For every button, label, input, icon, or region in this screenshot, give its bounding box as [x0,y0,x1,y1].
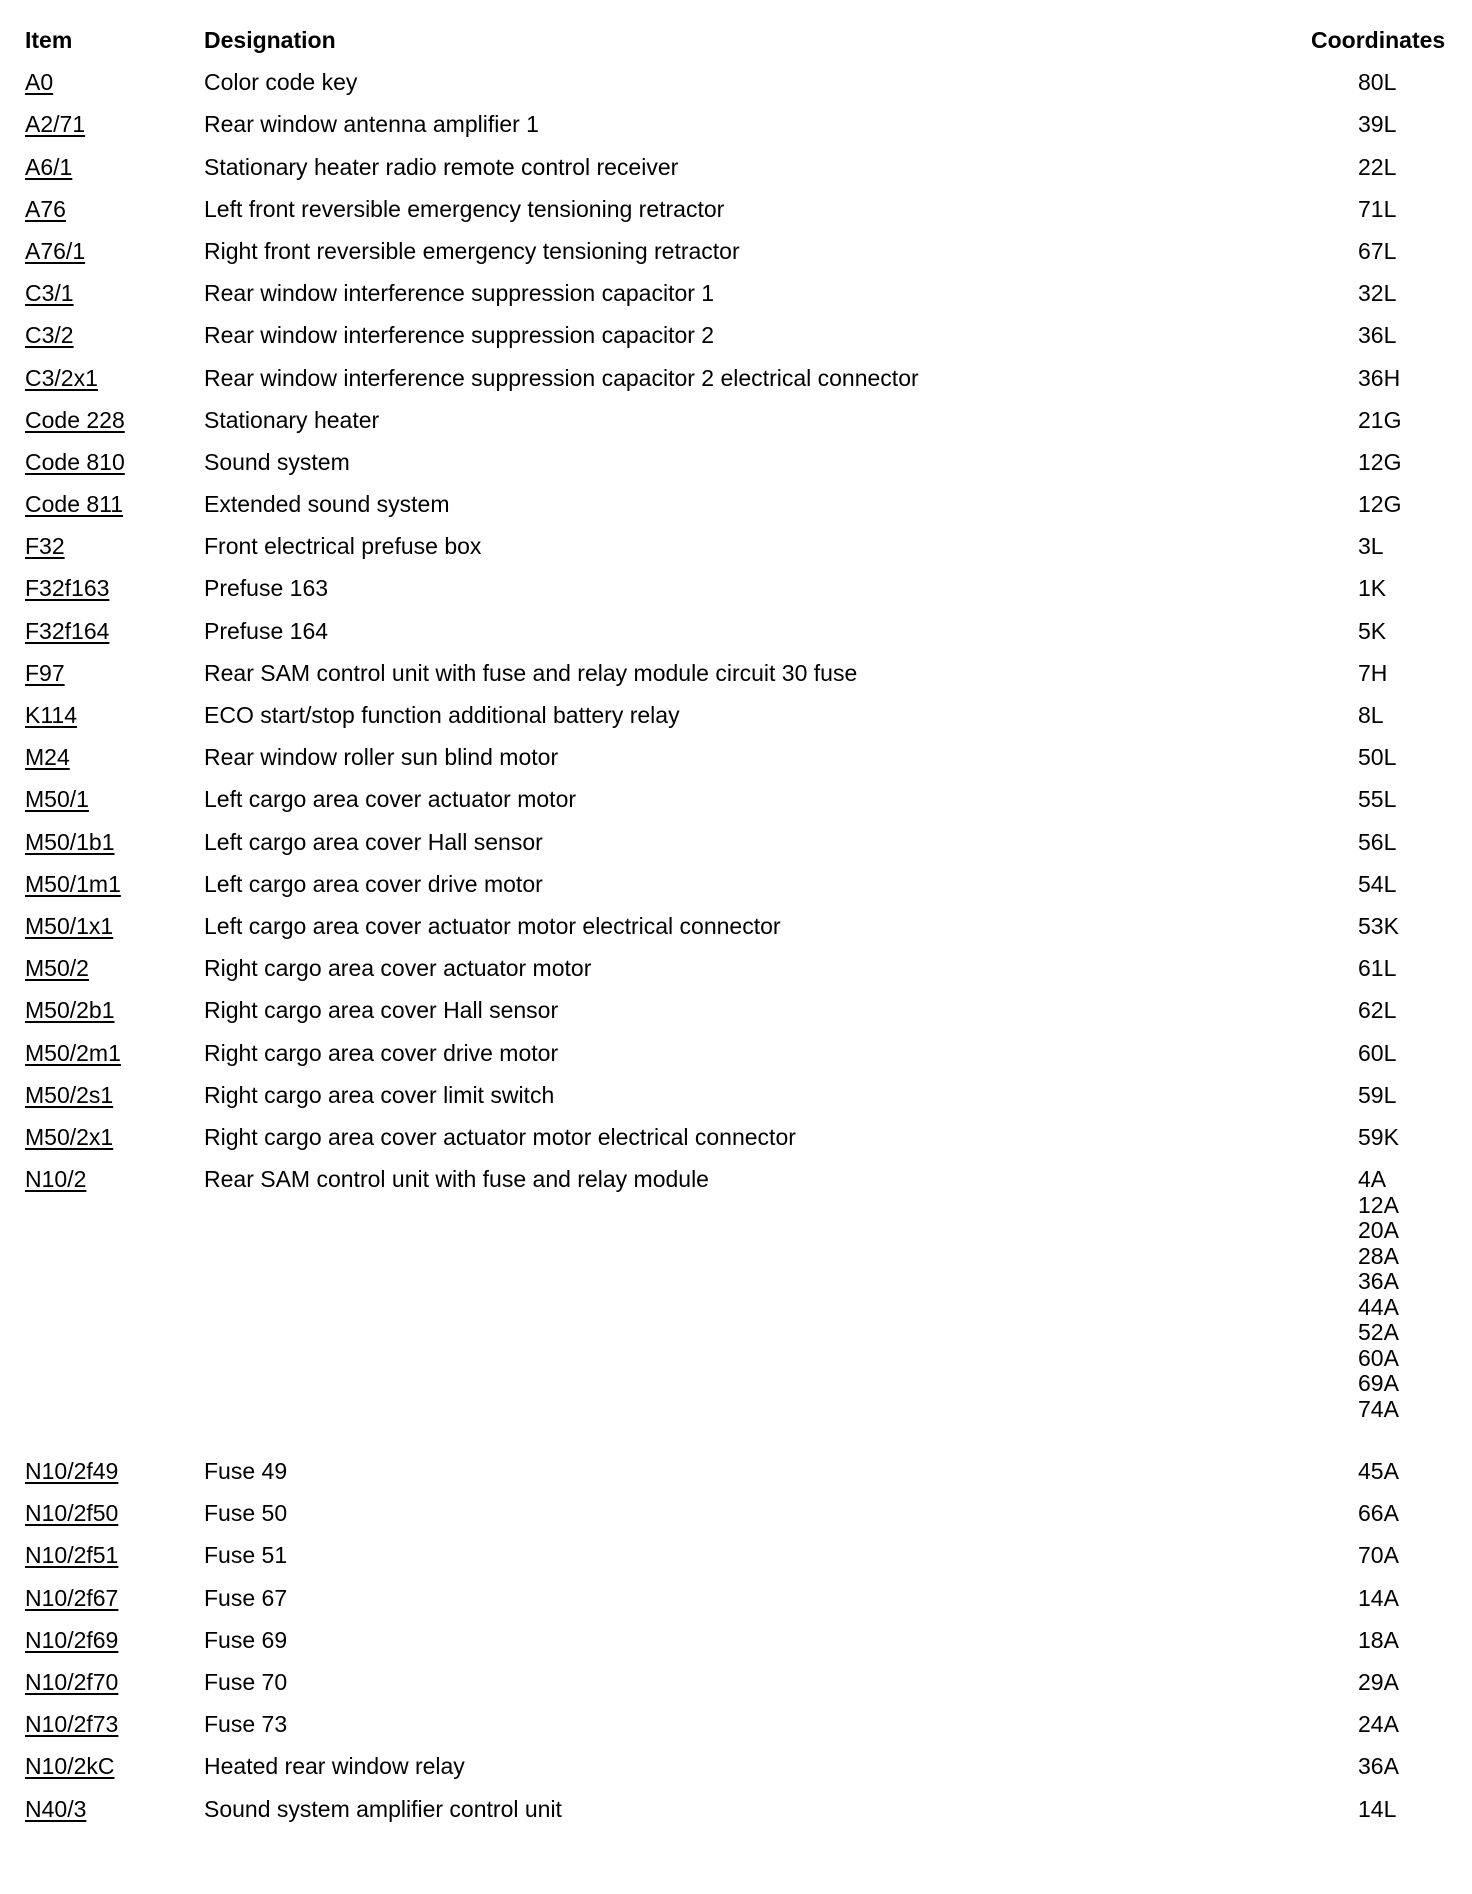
coordinate-value: 60L [1358,1039,1397,1066]
table-row [0,490,1472,532]
item-link[interactable]: C3/1 [25,280,74,307]
coordinates-cell [1358,113,1472,136]
designation-cell: Prefuse 164 [204,617,329,644]
coordinates-cell [1358,153,1472,180]
table-row [0,279,1472,321]
item-link[interactable]: N10/2f49 [25,1458,119,1485]
item-link[interactable]: N10/2f67 [25,1584,119,1611]
coordinate-value: 32L [1358,280,1397,307]
item-link[interactable]: M50/1x1 [25,912,114,939]
coordinate-value: 12G [1358,448,1402,475]
coordinate-value: 71L [1358,195,1397,222]
item-cell [25,1123,200,1150]
item-cell [25,1626,200,1653]
header-item: Item [25,27,73,53]
item-link[interactable]: M50/2b1 [25,997,115,1024]
item-cell [25,912,200,939]
coordinate-value: 55L [1358,786,1397,813]
item-link[interactable]: M24 [25,744,70,771]
item-cell [25,1039,200,1066]
item-link[interactable]: Code 810 [25,448,125,475]
table-row [0,1752,1472,1794]
item-link[interactable]: F97 [25,659,65,686]
coordinate-value: 21G [1358,406,1402,433]
table-row [0,1457,1472,1499]
coordinate-value: 5K [1358,617,1387,644]
item-cell [25,71,200,94]
item-cell [25,957,200,980]
table-row [0,532,1472,574]
coordinates-cell [1358,1039,1472,1066]
coordinate-value: 3L [1358,533,1384,560]
item-cell [25,282,200,305]
item-link[interactable]: N10/2f50 [25,1500,119,1527]
item-cell [25,535,200,558]
item-cell [25,659,200,686]
item-link[interactable]: N10/2kC [25,1753,115,1780]
designation-cell: Rear SAM control unit with fuse and relay module circuit 30 fuse [204,659,858,686]
coordinates-cell [1358,704,1472,727]
item-cell [25,448,200,475]
coordinate-value: 70A [1358,1542,1399,1569]
item-cell [25,153,200,180]
table-row [0,1584,1472,1626]
designation-cell: Fuse 67 [204,1584,288,1611]
coordinate-value: 59L [1358,1081,1397,1108]
item-cell [25,1671,200,1694]
item-link[interactable]: N10/2f73 [25,1711,119,1738]
table-header-row [0,26,1472,68]
designation-cell: Right cargo area cover limit switch [204,1081,555,1108]
designation-cell: Left front reversible emergency tensioning retractor [204,195,725,222]
designation-cell: Left cargo area cover Hall sensor [204,828,543,855]
table-row [0,785,1472,827]
table-row [0,68,1472,110]
designation-cell: Rear window roller sun blind motor [204,744,559,771]
table-row [0,870,1472,912]
coordinate-value: 50L [1358,744,1397,771]
coordinate-value: 4A [1358,1166,1387,1193]
item-cell [25,1168,200,1191]
table-row [0,912,1472,954]
table-row [0,1541,1472,1583]
item-link[interactable]: A0 [25,69,54,96]
item-link[interactable]: Code 228 [25,406,125,433]
table-row [0,1710,1472,1752]
item-link[interactable]: F32 [25,533,65,560]
designation-cell: Sound system [204,448,350,475]
item-cell [25,828,200,855]
coordinates-cell [1358,1460,1472,1483]
item-cell [25,113,200,136]
item-cell [25,406,200,433]
table-row [0,1499,1472,1541]
coordinates-cell [1358,746,1472,769]
item-cell [25,1584,200,1611]
table-row [0,110,1472,152]
coordinates-cell [1358,282,1472,305]
designation-cell: Left cargo area cover actuator motor [204,786,577,813]
item-link[interactable]: N40/3 [25,1795,87,1822]
item-link[interactable]: N10/2f70 [25,1669,119,1695]
item-cell [25,999,200,1022]
coordinate-value: 45A [1358,1458,1399,1485]
coordinates-cell [1358,448,1472,475]
item-cell [25,617,200,644]
table-row [0,237,1472,279]
coordinate-value: 12G [1358,491,1402,518]
table-row [0,1668,1472,1710]
item-cell [25,1460,200,1483]
coordinate-value: 39L [1358,111,1397,138]
coordinate-value: 22L [1358,153,1397,180]
item-link[interactable]: C3/2 [25,322,74,349]
designation-cell: Right cargo area cover actuator motor [204,955,592,982]
designation-cell: Rear window interference suppression capacitor 2 electrical connector [204,364,919,391]
coordinates-cell [1358,957,1472,980]
designation-cell: Left cargo area cover drive motor [204,870,543,897]
table-row [0,701,1472,743]
item-link[interactable]: M50/2x1 [25,1123,114,1150]
designation-cell: Fuse 50 [204,1500,288,1527]
coordinates-cell [1358,364,1472,391]
item-link[interactable]: F32f164 [25,617,110,644]
designation-cell: ECO start/stop function additional battery relay [204,702,680,728]
item-link[interactable]: A76/1 [25,237,86,264]
coordinates-cell [1358,406,1472,433]
designation-cell: Rear window interference suppression capacitor 1 [204,280,715,307]
designation-cell: Sound system amplifier control unit [204,1795,562,1822]
table-row [0,1123,1472,1165]
designation-cell: Fuse 51 [204,1542,288,1569]
item-link[interactable]: N10/2 [25,1166,87,1193]
table-row [0,153,1472,195]
table-row [0,1795,1472,1837]
coordinate-value: 44A [1358,1293,1399,1320]
table-row [0,321,1472,363]
coordinates-cell [1358,1502,1472,1525]
table-row [0,1039,1472,1081]
item-cell [25,493,200,516]
coordinate-value: 54L [1358,870,1397,897]
item-link[interactable]: F32f163 [25,575,110,602]
designation-cell: Fuse 73 [204,1711,288,1738]
item-cell [25,364,200,391]
header-coordinates: Coordinates [1311,27,1446,53]
item-cell [25,746,200,769]
item-cell [25,577,200,600]
coordinate-value: 52A [1358,1319,1399,1346]
table-row [0,1626,1472,1668]
coordinates-cell [1358,535,1472,558]
table-row [0,954,1472,996]
coordinates-cell [1358,577,1472,600]
coordinates-cell [1358,493,1472,516]
coordinate-value: 1K [1358,575,1387,602]
coordinates-cell [1358,617,1472,644]
designation-cell: Stationary heater radio remote control receiver [204,153,679,180]
coordinates-cell [1358,1626,1472,1653]
table-row [0,364,1472,406]
designation-cell: Rear window interference suppression capacitor 2 [204,322,715,349]
coordinates-cell [1358,71,1472,94]
coordinate-value: 61L [1358,955,1397,982]
item-link[interactable]: M50/1 [25,786,89,813]
item-link[interactable]: M50/1m1 [25,870,121,897]
designation-cell: Right cargo area cover actuator motor electrical connector [204,1123,796,1150]
item-link[interactable]: A76 [25,195,66,222]
coordinate-value: 8L [1358,702,1384,728]
coordinate-value: 36L [1358,322,1397,349]
coordinates-cell [1358,788,1472,811]
item-link[interactable]: N10/2f69 [25,1626,119,1653]
coordinates-cell [1358,237,1472,264]
designation-cell: Extended sound system [204,491,450,518]
coordinate-value: 62L [1358,997,1397,1024]
item-cell [25,788,200,811]
item-link[interactable]: A6/1 [25,153,73,180]
designation-cell: Rear SAM control unit with fuse and relay module [204,1166,709,1193]
item-cell [25,324,200,347]
item-link[interactable]: K114 [25,702,78,728]
item-link[interactable]: N10/2f51 [25,1542,119,1569]
table-row [0,195,1472,237]
table-row [0,1165,1472,1457]
coordinate-value: 24A [1358,1711,1399,1738]
table-row [0,406,1472,448]
coordinate-value: 66A [1358,1500,1399,1527]
item-link[interactable]: M50/2m1 [25,1039,121,1066]
table-row [0,617,1472,659]
item-cell [25,1502,200,1525]
designation-cell: Right cargo area cover Hall sensor [204,997,559,1024]
designation-cell: Fuse 70 [204,1669,288,1695]
designation-cell: Fuse 69 [204,1626,288,1653]
coordinates-cell [1358,1123,1472,1150]
item-link[interactable]: Code 811 [25,491,124,518]
coordinate-value: 14A [1358,1584,1399,1611]
coordinate-value: 74A [1358,1395,1399,1422]
coordinates-cell [1358,659,1472,686]
item-link[interactable]: M50/2 [25,955,89,982]
item-cell [25,704,200,727]
coordinate-value: 67L [1358,237,1397,264]
designation-cell: Heated rear window relay [204,1753,465,1780]
item-cell [25,1544,200,1567]
designation-cell: Color code key [204,69,358,96]
table-row [0,574,1472,616]
designation-cell: Left cargo area cover actuator motor electrical connector [204,912,781,939]
coordinates-cell [1358,870,1472,897]
header-designation: Designation [204,27,336,53]
coordinate-value: 12A [1358,1191,1399,1218]
item-link[interactable]: A2/71 [25,111,86,138]
coordinates-cell [1358,195,1472,222]
coordinate-value: 18A [1358,1626,1399,1653]
coordinate-value: 36A [1358,1268,1399,1295]
designation-cell: Prefuse 163 [204,575,329,602]
coordinates-cell [1358,999,1472,1022]
item-cell [25,237,200,264]
table-row [0,828,1472,870]
table-row [0,1081,1472,1123]
item-link[interactable]: C3/2x1 [25,364,98,391]
designation-cell: Right front reversible emergency tensioning retractor [204,237,740,264]
coordinates-cell [1358,828,1472,855]
coordinates-cell [1358,1584,1472,1611]
coordinates-cell [1358,1081,1472,1108]
table-row [0,448,1472,490]
item-cell [25,1755,200,1778]
coordinates-cell [1358,1544,1472,1567]
coordinate-value: 20A [1358,1217,1399,1244]
designation-cell: Rear window antenna amplifier 1 [204,111,539,138]
item-link[interactable]: M50/1b1 [25,828,115,855]
coordinate-value: 29A [1358,1669,1399,1695]
designation-cell: Fuse 49 [204,1458,288,1485]
coordinate-value: 36A [1358,1753,1399,1780]
item-cell [25,1713,200,1736]
item-cell [25,195,200,222]
designation-cell: Front electrical prefuse box [204,533,482,560]
coordinate-value: 80L [1358,69,1397,96]
item-link[interactable]: M50/2s1 [25,1081,114,1108]
coordinates-cell [1358,912,1472,939]
designation-cell: Stationary heater [204,406,380,433]
coordinate-value: 56L [1358,828,1397,855]
coordinate-value: 28A [1358,1242,1399,1269]
table-row [0,996,1472,1038]
table-row [0,743,1472,785]
coordinates-cell [1358,1795,1472,1822]
coordinate-value: 69A [1358,1370,1399,1397]
coordinate-value: 14L [1358,1795,1397,1822]
coordinates-cell [1358,324,1472,347]
table-body [0,68,1472,1837]
coordinate-value: 36H [1358,364,1401,391]
item-cell [25,870,200,897]
coordinates-cell [1358,1755,1472,1778]
coordinate-value: 53K [1358,912,1399,939]
designation-cell: Right cargo area cover drive motor [204,1039,559,1066]
coordinate-value: 60A [1358,1344,1399,1371]
item-cell [25,1795,200,1822]
coordinates-cell [1358,1713,1472,1736]
coordinates-cell [1358,1168,1472,1423]
coordinate-value: 59K [1358,1123,1399,1150]
item-cell [25,1081,200,1108]
table-row [0,659,1472,701]
coordinate-value: 7H [1358,659,1388,686]
coordinates-cell [1358,1671,1472,1694]
